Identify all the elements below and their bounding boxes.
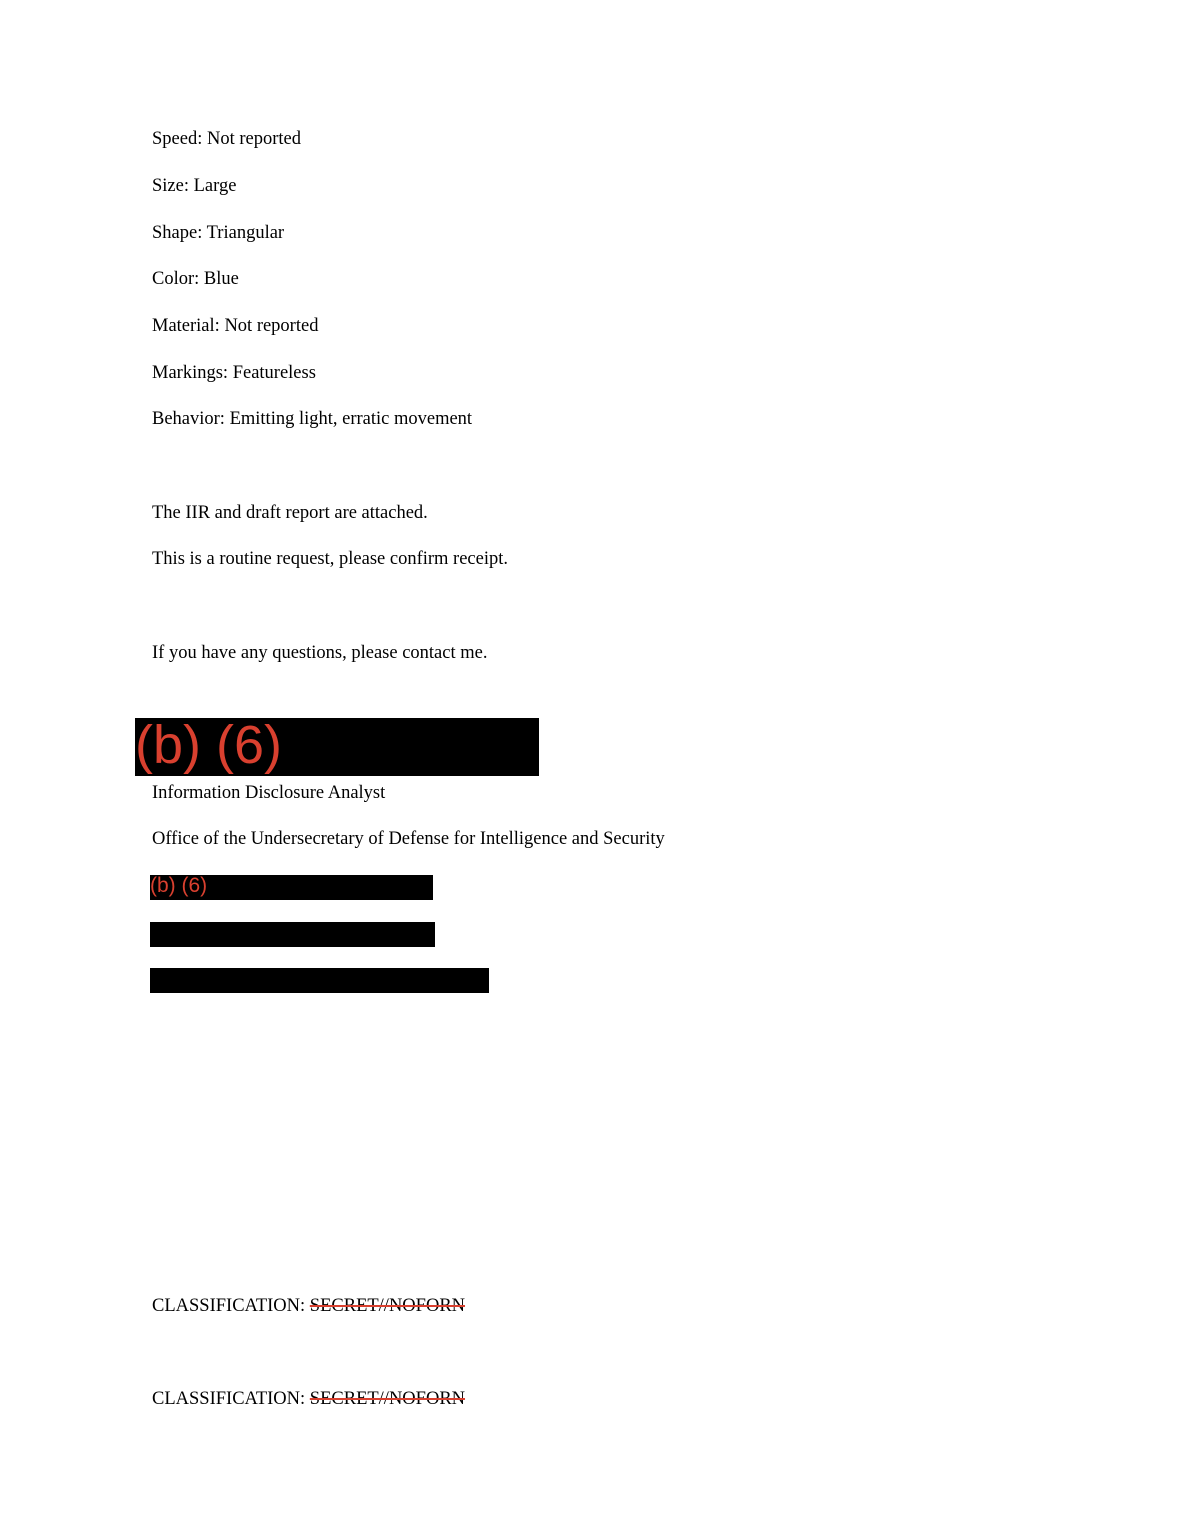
attribute-label: Speed: bbox=[152, 129, 203, 149]
classification-line-2 bbox=[152, 1388, 465, 1410]
attribute-value: Large bbox=[193, 176, 237, 196]
attribute-size bbox=[152, 175, 236, 197]
paragraph-routine-request: This is a routine request, please confirm receipt. bbox=[152, 549, 508, 569]
signature-office: Office of the Undersecretary of Defense for Intelligence and Security bbox=[152, 829, 665, 849]
attribute-label: Color: bbox=[152, 269, 200, 289]
attribute-value: Featureless bbox=[232, 363, 316, 383]
attribute-label: Behavior: bbox=[152, 409, 225, 429]
classification-label: CLASSIFICATION: bbox=[152, 1389, 306, 1409]
contact-redaction-3 bbox=[150, 968, 489, 993]
classification-value-struck: SECRET//NOFORN bbox=[309, 1296, 466, 1316]
attribute-value: Triangular bbox=[206, 223, 285, 243]
redaction-label-large: (b) (6) bbox=[135, 715, 282, 775]
attribute-shape bbox=[152, 222, 284, 244]
attribute-value: Blue bbox=[203, 269, 239, 289]
attribute-label: Shape: bbox=[152, 223, 203, 243]
attribute-label: Markings: bbox=[152, 363, 229, 383]
paragraph-questions: If you have any questions, please contact me. bbox=[152, 643, 488, 663]
contact-redaction-2 bbox=[150, 922, 435, 947]
attribute-value: Not reported bbox=[224, 316, 319, 336]
attribute-value: Not reported bbox=[206, 129, 301, 149]
attribute-label: Size: bbox=[152, 176, 189, 196]
attribute-behavior bbox=[152, 408, 472, 430]
attribute-label: Material: bbox=[152, 316, 220, 336]
attribute-speed bbox=[152, 128, 301, 150]
signature-title: Information Disclosure Analyst bbox=[152, 783, 386, 803]
classification-label: CLASSIFICATION: bbox=[152, 1296, 306, 1316]
attribute-markings bbox=[152, 362, 316, 384]
attribute-material bbox=[152, 315, 318, 337]
classification-value-struck: SECRET//NOFORN bbox=[309, 1389, 466, 1409]
attribute-value: Emitting light, erratic movement bbox=[229, 409, 473, 429]
redaction-label-small: (b) (6) bbox=[150, 874, 208, 897]
paragraph-attached: The IIR and draft report are attached. bbox=[152, 503, 428, 523]
classification-line-1 bbox=[152, 1295, 465, 1317]
attribute-color bbox=[152, 268, 239, 290]
